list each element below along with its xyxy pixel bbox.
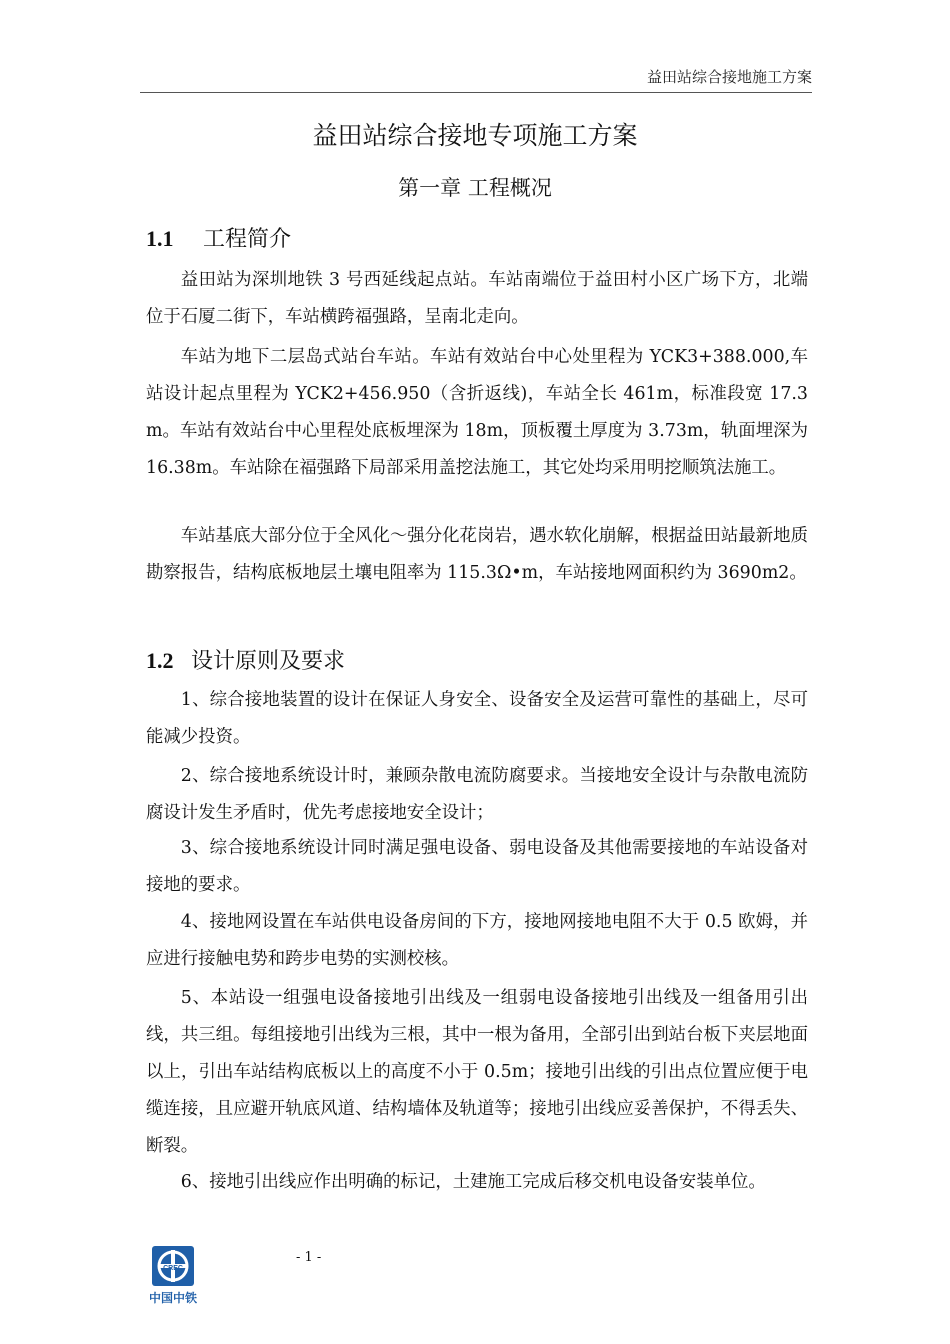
crec-logo [144, 1244, 202, 1306]
logo-badge-text: CREC [163, 1265, 183, 1272]
section-heading-1-2 [146, 644, 345, 675]
paragraph: 6、接地引出线应作出明确的标记，土建施工完成后移交机电设备安装单位。 [180, 1172, 766, 1192]
chapter-heading: 第一章 工程概况 [398, 176, 552, 200]
document-title: 益田站综合接地专项施工方案 [312, 121, 638, 150]
section-title: 设计原则及要求 [191, 649, 346, 674]
section-number: 1.2 [146, 648, 174, 673]
section-title: 工程简介 [203, 227, 292, 252]
logo-caption: 中国中铁 [148, 1291, 198, 1305]
page-number: - 1 - [296, 1250, 322, 1265]
page-header: 益田站综合接地施工方案 [646, 68, 812, 86]
paragraph: 车站基底大部分位于全风化～强分化花岗岩，遇水软化崩解，根据益田站最新地质勘察报告，结构底板地层土壤电阻率为 115.3Ω•m，车站接地网面积约为 3690m2。 [146, 526, 808, 583]
paragraph: 益田站为深圳地铁 3 号西延线起点站。车站南端位于益田村小区广场下方，北端位于石厦二街下，车站横跨福强路，呈南北走向。 [146, 270, 808, 327]
paragraph: 车站为地下二层岛式站台车站。车站有效站台中心处里程为 YCK3+388.000,车站设计起点里程为 YCK2+456.950（含折返线)，车站全长 461m，标准段宽 17.3 m。车站有效站台中心里程处底板埋深为 18m，顶板覆土厚度为 3.73m，轨面埋深为 16.38m。车站除在福强路下局部采用盖挖法施工，其它处均采用明挖顺筑法施工。 [146, 347, 808, 478]
paragraph: 4、接地网设置在车站供电设备房间的下方，接地网接地电阻不大于 0.5 欧姆，并应进行接触电势和跨步电势的实测校核。 [146, 912, 808, 969]
paragraph: 5、本站设一组强电设备接地引出线及一组弱电设备接地引出线及一组备用引出线，共三组。每组接地引出线为三根，其中一根为备用，全部引出到站台板下夹层地面以上，引出车站结构底板以上的高度不小于 0.5m；接地引出线的引出点位置应便于电缆连接，且应避开轨底风道、结构墙体及轨道等；接地引出线应妥善保护，不得丢失、断裂。 [146, 988, 808, 1156]
paragraph: 3、综合接地系统设计同时满足强电设备、弱电设备及其他需要接地的车站设备对接地的要求。 [146, 838, 808, 895]
paragraph: 2、综合接地系统设计时，兼顾杂散电流防腐要求。当接地安全设计与杂散电流防腐设计发生矛盾时，优先考虑接地安全设计； [146, 766, 808, 823]
section-heading-1-1 [146, 222, 291, 253]
paragraph: 1、综合接地装置的设计在保证人身安全、设备安全及运营可靠性的基础上，尽可能减少投资。 [146, 690, 808, 747]
header-divider [140, 92, 812, 93]
section-number: 1.1 [146, 226, 174, 251]
